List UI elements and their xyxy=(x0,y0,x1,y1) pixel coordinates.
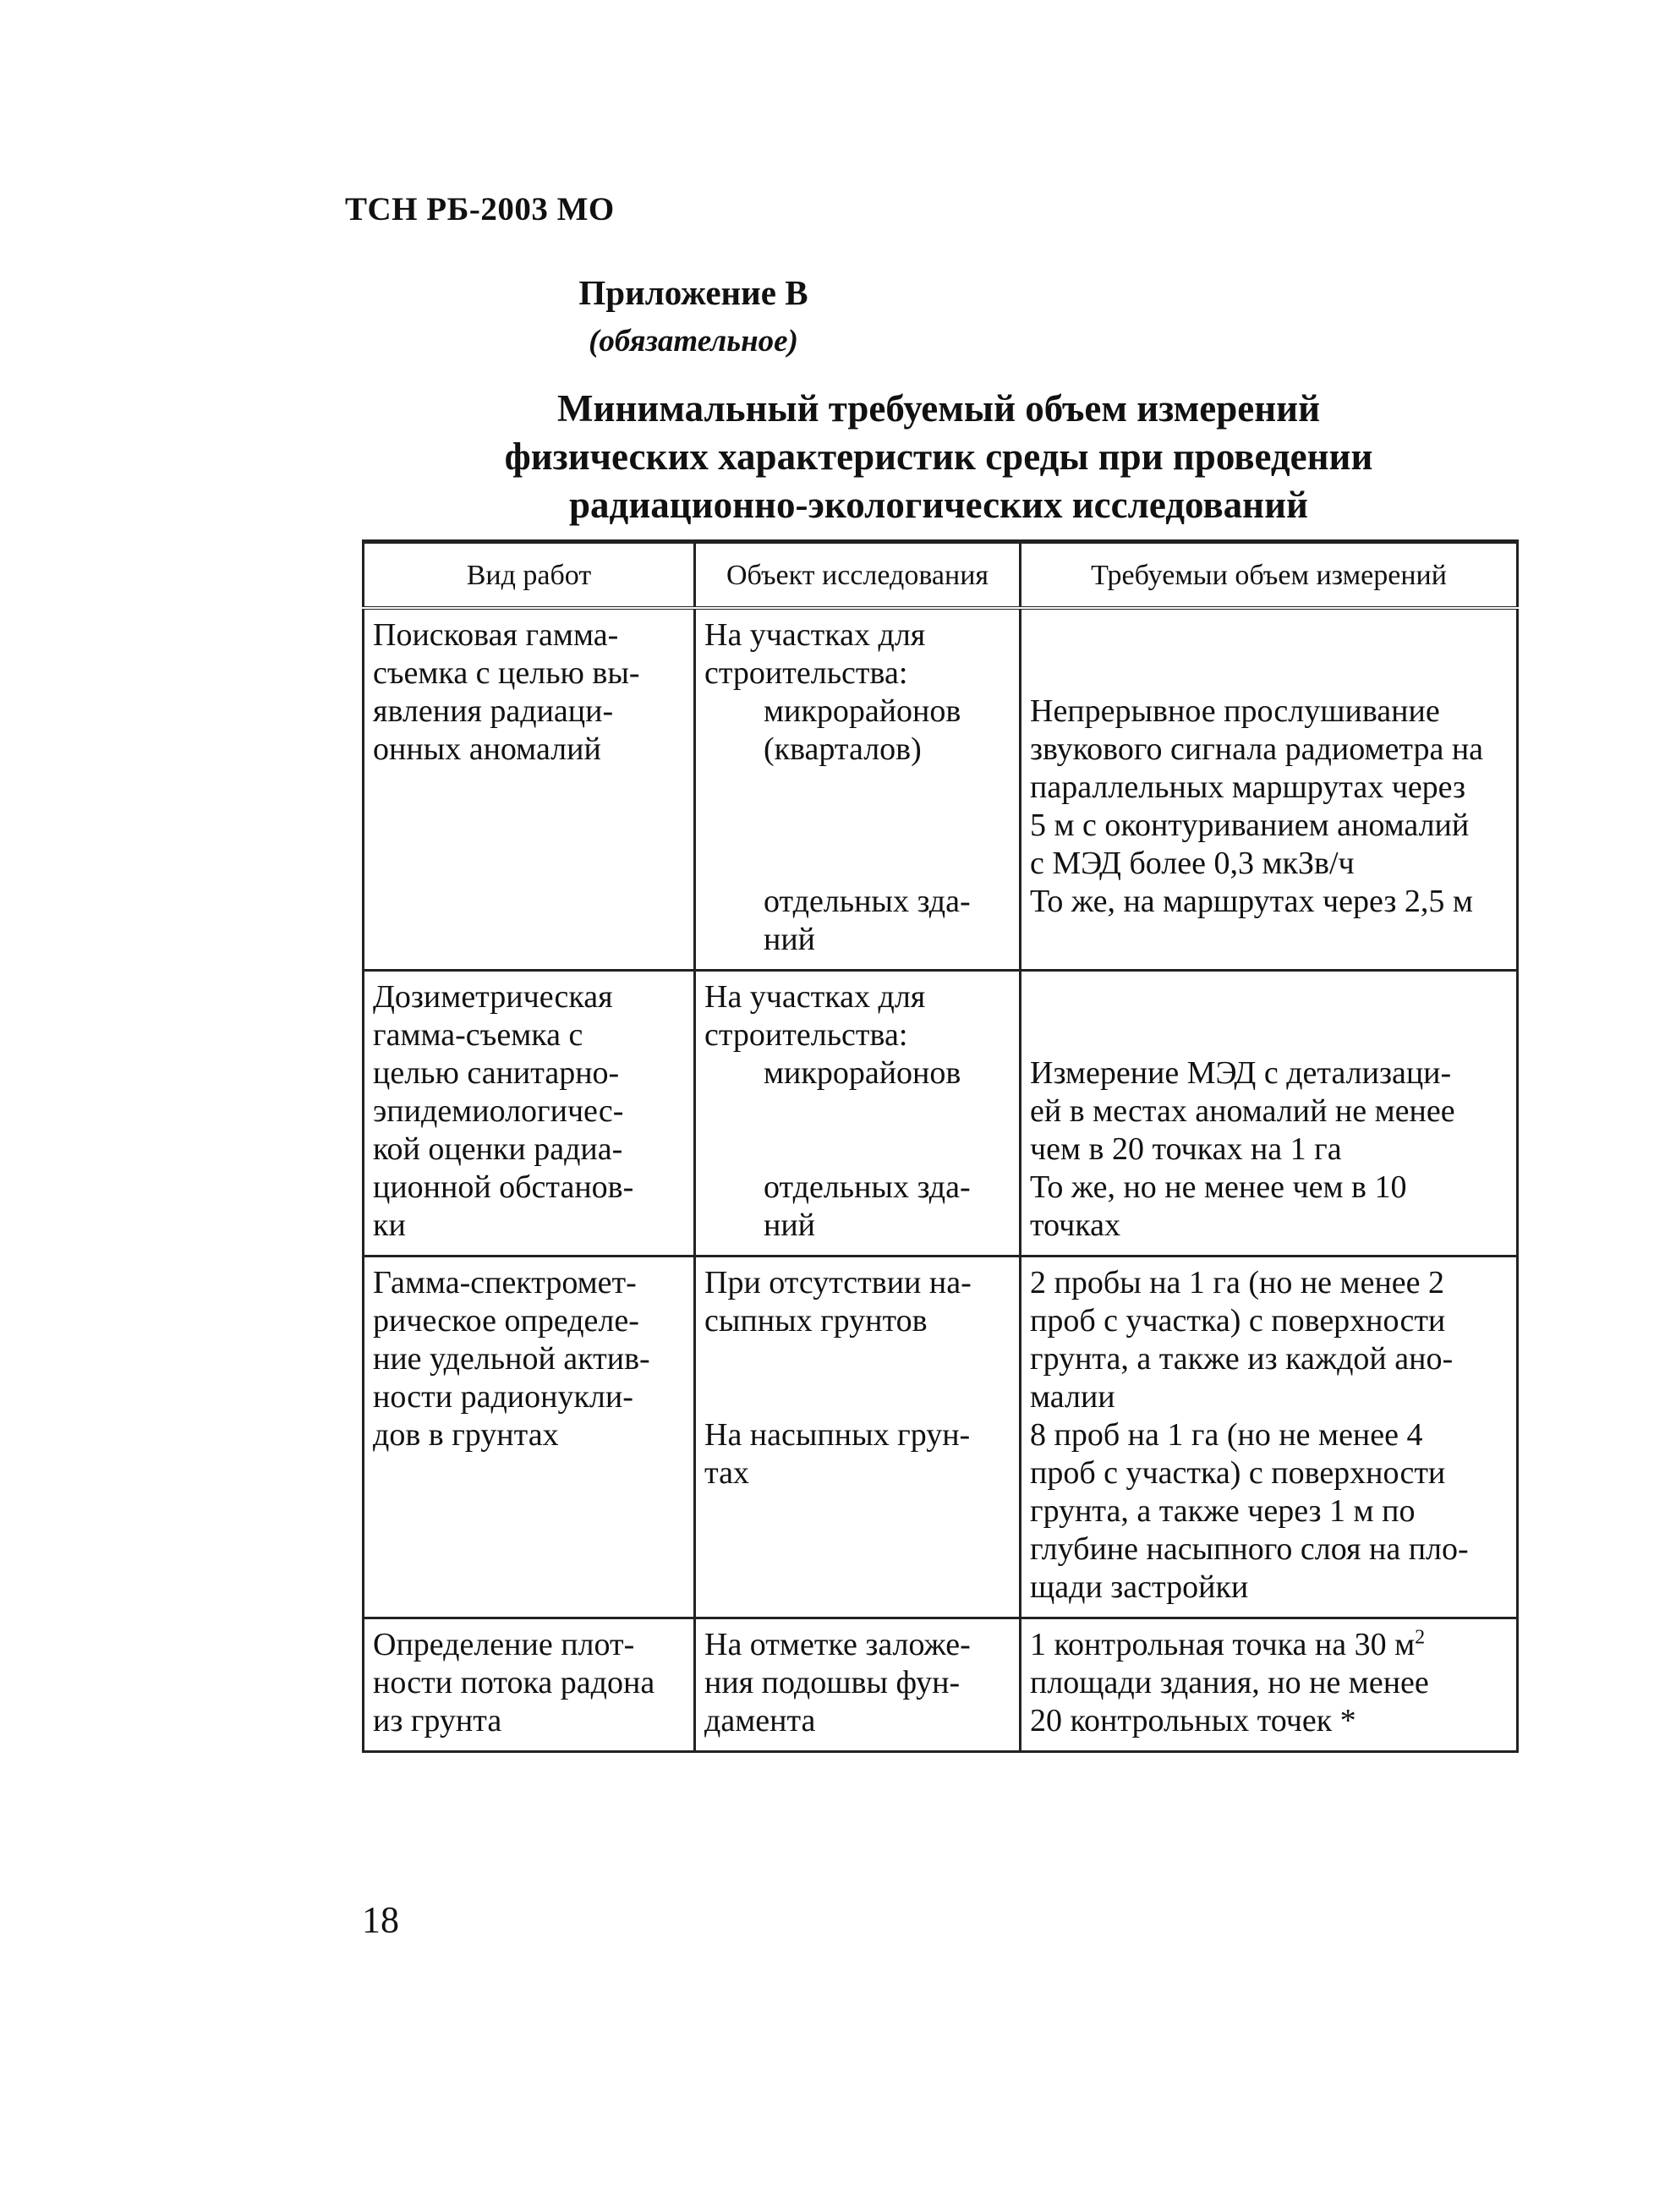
table-row xyxy=(364,1618,1518,1752)
cell-work-type: Определение плот- ности потока радона из грунта xyxy=(364,1618,695,1752)
cell-measurements: 2 пробы на 1 га (но не менее 2 проб с участка) с поверхности грунта, а также из каждой ано- малии 8 проб на 1 га (но не менее 4 проб с участка) с поверхности грунта, а также через 1 м по глубине насыпного слоя на пло- щади застройки xyxy=(1021,1257,1518,1618)
appendix-subtitle: (обязательное) xyxy=(589,324,798,359)
cell-work-type: Поисковая гамма- съемка с целью вы- явления радиаци- онных аномалий xyxy=(364,608,695,971)
title-line: Минимальный требуемый объем измерений xyxy=(556,387,1321,430)
cell-measurements: 1 контрольная точка на 30 $м^2$ площади здания, но не менее 20 контрольных точек * xyxy=(1021,1618,1518,1752)
cell-object: На участках для строительства: микрорайонов отдельных зда- ний xyxy=(695,971,1021,1257)
appendix-title: Приложение В xyxy=(578,273,808,312)
cell-object: На участках для строительства: микрорайонов (кварталов) отдельных зда- ний xyxy=(695,608,1021,971)
table-row xyxy=(364,608,1518,971)
document-title xyxy=(364,385,1514,529)
table-row xyxy=(364,1257,1518,1618)
header-object: Объект исследования xyxy=(695,542,1021,609)
document-code: ТСН РБ-2003 МО xyxy=(345,191,615,227)
cell-object: На отметке заложе- ния подошвы фун- дамента xyxy=(695,1618,1021,1752)
page-number: 18 xyxy=(362,1899,399,1941)
header-measurements: Требуемыи объем измерений xyxy=(1021,542,1518,609)
cell-work-type: Гамма-спектромет- рическое определе- ние удельной актив- ности радионукли- дов в грунтах xyxy=(364,1257,695,1618)
table-header-row xyxy=(364,542,1518,609)
requirements-table xyxy=(362,539,1519,1753)
table-row xyxy=(364,971,1518,1257)
header-work-type: Вид работ xyxy=(364,542,695,609)
cell-work-type: Дозиметрическая гамма-съемка с целью санитарно- эпидемиологичес- кой оценки радиа- ционной обстанов- ки xyxy=(364,971,695,1257)
cell-object: При отсутствии на- сыпных грунтов На насыпных грун- тах xyxy=(695,1257,1021,1618)
superscript: 2 xyxy=(1415,1626,1426,1649)
title-line: физических характеристик среды при проведении xyxy=(504,435,1373,478)
title-line: радиационно-экологических исследований xyxy=(569,484,1308,526)
cell-measurements: Измерение МЭД с детализаци- ей в местах аномалий не менее чем в 20 точках на 1 га То же, но не менее чем в 10 точках xyxy=(1021,971,1518,1257)
cell-measurements: Непрерывное прослушивание звукового сигнала радиометра на параллельных маршрутах через 5 м с оконтуриванием аномалий с МЭД более 0,3 мкЗв/ч То же, на маршрутах через 2,5 м xyxy=(1021,608,1518,971)
